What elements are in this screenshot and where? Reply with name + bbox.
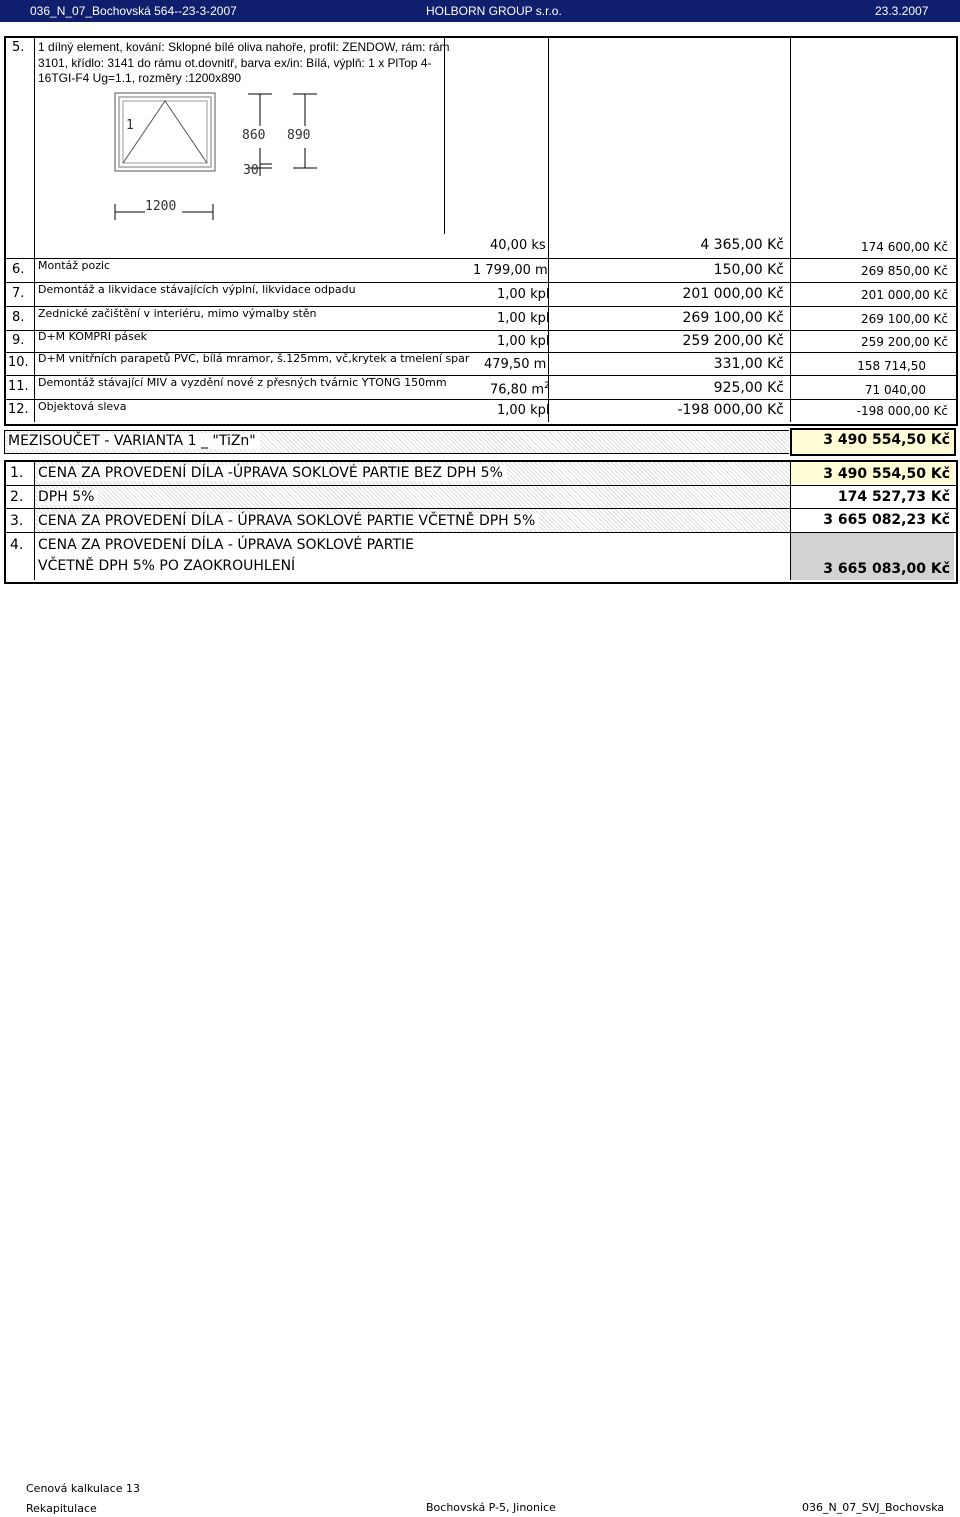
quantity-value: 76,80 m xyxy=(490,382,545,398)
col-divider-price xyxy=(790,38,791,422)
summary-hatch xyxy=(35,486,790,508)
row-sep xyxy=(6,399,956,400)
item-description-line1: 1 dílný element, kování: Sklopné bílé oliva nahoře, profil: ZENDOW, rám: rám xyxy=(38,40,450,54)
tilt-opening-mark xyxy=(123,101,207,163)
summary-number: 1. xyxy=(10,465,24,481)
summary-value: 3 665 082,23 Kč xyxy=(823,512,950,528)
dimension-860: 860 xyxy=(242,128,266,143)
item-number: 12. xyxy=(8,402,29,417)
subtotal-value: 3 490 554,50 Kč xyxy=(823,432,950,448)
summary-number: 4. xyxy=(10,537,24,553)
item-unit-price: 4 365,00 Kč xyxy=(700,237,784,253)
item-quantity xyxy=(490,381,550,397)
footer-left: Rekapitulace xyxy=(26,1502,97,1515)
item-description: D+M KOMPRI pásek xyxy=(38,330,148,343)
dimension-890: 890 xyxy=(287,128,311,143)
item-total: 71 040,00 xyxy=(864,383,926,397)
summary-number: 2. xyxy=(10,489,24,505)
row-sep xyxy=(6,258,956,259)
item-total: 269 100,00 Kč xyxy=(861,312,948,326)
item-number: 8. xyxy=(12,310,25,325)
dimension-1200: 1200 xyxy=(145,199,177,214)
item-description: Montáž pozic xyxy=(38,259,111,272)
item-unit-price: 259 200,00 Kč xyxy=(682,333,784,349)
item-total: 158 714,50 xyxy=(857,359,926,373)
col-divider-num xyxy=(34,38,35,422)
item-total: 201 000,00 Kč xyxy=(861,288,948,302)
item-description: Objektová sleva xyxy=(38,400,127,413)
col-divider-qty xyxy=(548,38,549,422)
summary-label: CENA ZA PROVEDENÍ DÍLA -ÚPRAVA SOKLOVÉ PARTIE BEZ DPH 5% xyxy=(38,465,507,481)
item-total: 259 200,00 Kč xyxy=(861,335,948,349)
summary-label-line1: CENA ZA PROVEDENÍ DÍLA - ÚPRAVA SOKLOVÉ PARTIE xyxy=(38,537,414,553)
item-quantity: 1,00 kpl xyxy=(497,403,550,418)
quantity-unit-superscript: 2 xyxy=(544,381,550,391)
footer-center: Bochovská P-5, Jinonice xyxy=(426,1501,556,1514)
item-unit-price: 331,00 Kč xyxy=(713,356,784,372)
item-number: 5. xyxy=(12,40,25,55)
item-quantity: 479,50 m xyxy=(484,357,547,372)
item-unit-price: 925,00 Kč xyxy=(713,380,784,396)
subtotal-label: MEZISOUČET - VARIANTA 1 _ "TiZn" xyxy=(8,433,260,449)
item-quantity: 1 799,00 m xyxy=(473,263,548,278)
summary-label: CENA ZA PROVEDENÍ DÍLA - ÚPRAVA SOKLOVÉ PARTIE VČETNĚ DPH 5% xyxy=(38,513,539,529)
item-quantity: 1,00 kpl xyxy=(497,311,550,326)
item-description: D+M vnitřních parapetů PVC, bílá mramor, š.125mm, vč,krytek a tmelení spar xyxy=(38,352,470,365)
window-sash xyxy=(123,101,207,163)
item-unit-price: 269 100,00 Kč xyxy=(682,310,784,326)
item-total: 269 850,00 Kč xyxy=(861,264,948,278)
summary-label: DPH 5% xyxy=(38,489,98,505)
item-total: 174 600,00 Kč xyxy=(861,240,948,254)
window-drawing xyxy=(110,88,330,228)
item-description: Zednické začištění v interiéru, mimo výmalby stěn xyxy=(38,307,317,320)
row-sep xyxy=(6,330,956,331)
pane-label: 1 xyxy=(126,118,134,133)
item-quantity: 1,00 kpl xyxy=(497,334,550,349)
page-header xyxy=(0,0,960,22)
item-description: Demontáž stávající MIV a vyzdění nové z přesných tvárnic YTONG 150mm xyxy=(38,376,447,389)
item-unit-price: 201 000,00 Kč xyxy=(682,286,784,302)
dimension-30: 30 xyxy=(243,163,259,178)
item-number: 9. xyxy=(12,333,25,348)
item-quantity: 1,00 kpl xyxy=(497,287,550,302)
summary-label-line2: VČETNĚ DPH 5% PO ZAOKROUHLENÍ xyxy=(38,558,296,574)
header-date: 23.3.2007 xyxy=(875,4,929,18)
item-unit-price: 150,00 Kč xyxy=(713,262,784,278)
footer-calculation: Cenová kalkulace 13 xyxy=(26,1482,140,1495)
footer-right: 036_N_07_SVJ_Bochovska xyxy=(802,1501,945,1514)
summary-value: 3 490 554,50 Kč xyxy=(823,466,950,482)
item-quantity: 40,00 ks xyxy=(490,238,546,253)
item-total: -198 000,00 Kč xyxy=(856,404,948,418)
header-file: 036_N_07_Bochovská 564--23-3-2007 xyxy=(30,4,237,18)
summary-number: 3. xyxy=(10,513,24,529)
summary-value: 174 527,73 Kč xyxy=(837,489,950,505)
item-unit-price: -198 000,00 Kč xyxy=(677,402,784,418)
item-description-line2: 3101, křídlo: 3141 do rámu ot.dovnitř, barva ex/in: Bílá, výplň: 1 x PlTop 4- xyxy=(38,56,432,70)
col-divider-desc xyxy=(444,38,445,234)
item-description-line3: 16TGI-F4 Ug=1.1, rozměry :1200x890 xyxy=(38,71,242,85)
summary-value: 3 665 083,00 Kč xyxy=(823,561,950,577)
item-number: 10. xyxy=(8,355,29,370)
item-description: Demontáž a likvidace stávajících výplní, likvidace odpadu xyxy=(38,283,356,296)
header-company: HOLBORN GROUP s.r.o. xyxy=(426,4,562,18)
item-number: 11. xyxy=(8,379,29,394)
item-number: 6. xyxy=(12,262,25,277)
item-number: 7. xyxy=(12,286,25,301)
